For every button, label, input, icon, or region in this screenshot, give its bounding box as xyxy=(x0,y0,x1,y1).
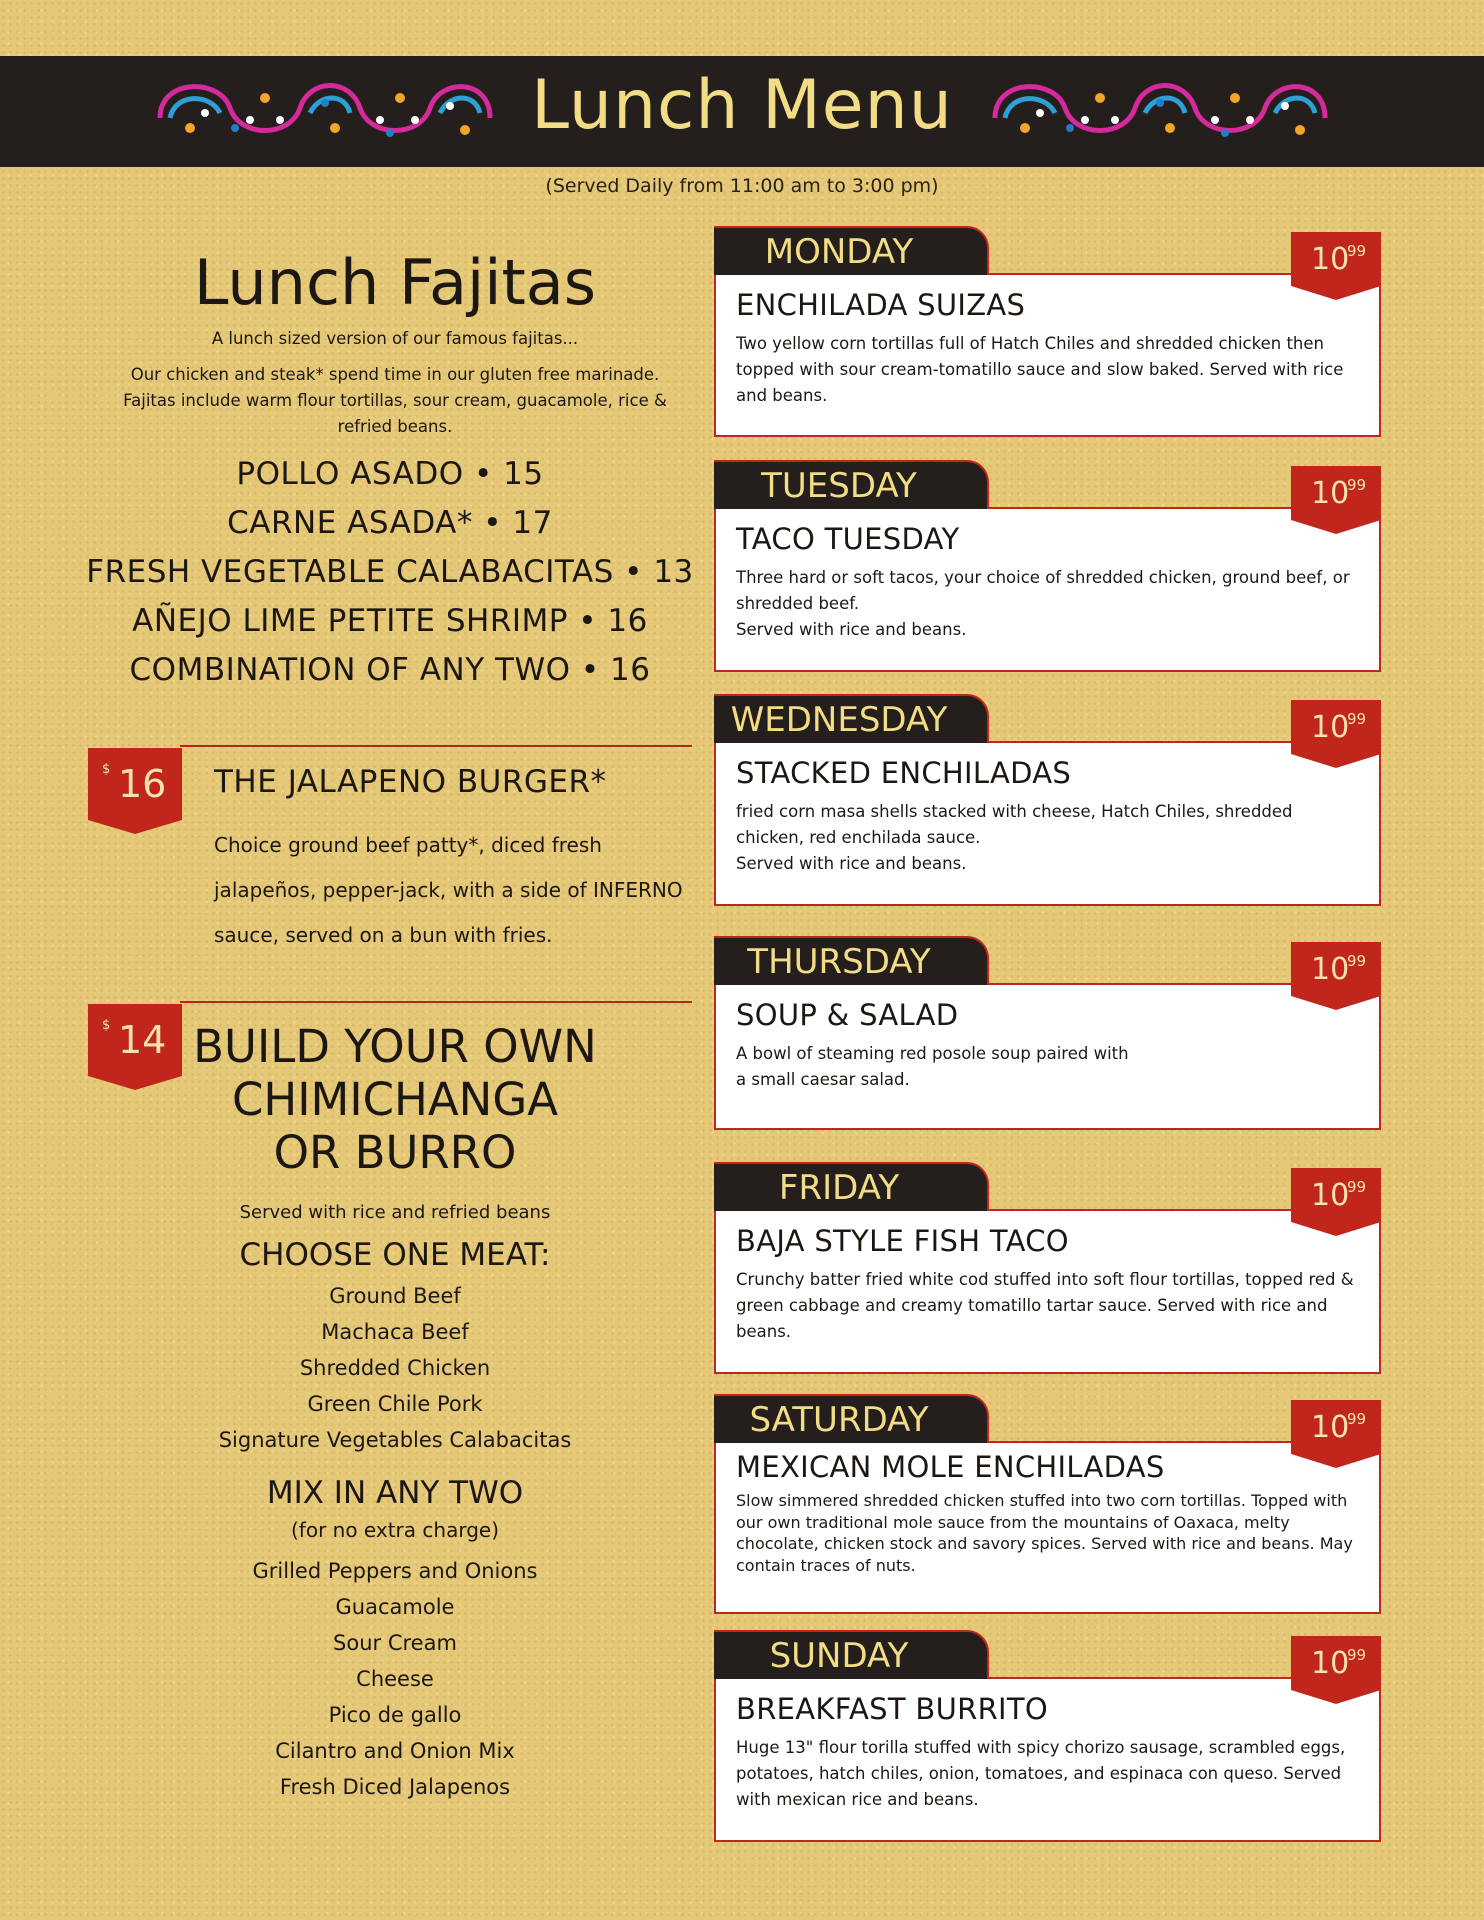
price-cents: 99 xyxy=(1347,242,1367,260)
mixin-option: Grilled Peppers and Onions xyxy=(252,1559,538,1583)
dish-name: BREAKFAST BURRITO xyxy=(736,1692,1049,1726)
meat-option: Signature Vegetables Calabacitas xyxy=(218,1428,572,1452)
price-cents: 99 xyxy=(1347,710,1367,728)
fajitas-list xyxy=(80,450,700,695)
dish-desc-line: fried corn masa shells stacked with cheese, Hatch Chiles, shredded chicken, red enchilada sauce. xyxy=(736,802,1293,847)
day-label: WEDNESDAY xyxy=(730,700,948,740)
section-divider xyxy=(180,745,692,747)
dish-description: Two yellow corn tortillas full of Hatch Chiles and shredded chicken then topped with sour cream-tomatillo sauce and slow baked. Served with rice and beans. xyxy=(736,334,1344,405)
mixin-option: Guacamole xyxy=(335,1595,455,1619)
page-title: Lunch Menu xyxy=(531,66,953,145)
dish-desc-line: Served with rice and beans. xyxy=(736,854,967,873)
build-price: 14 xyxy=(118,1018,167,1062)
mixin-option: Cilantro and Onion Mix xyxy=(275,1739,515,1763)
price-cents: 99 xyxy=(1347,1410,1367,1428)
price-cents: 99 xyxy=(1347,1178,1367,1196)
price-cents: 99 xyxy=(1347,952,1367,970)
day-tab xyxy=(714,1394,989,1443)
day-label: FRIDAY xyxy=(778,1168,900,1208)
fajitas-item: FRESH VEGETABLE CALABACITAS • 13 xyxy=(86,554,694,590)
mix-note: (for no extra charge) xyxy=(291,1518,499,1542)
price-dollars: 10 xyxy=(1311,476,1350,511)
dish-name: SOUP & SALAD xyxy=(736,998,959,1032)
price-dollars: 10 xyxy=(1311,710,1350,745)
dish-desc-line: Three hard or soft tacos, your choice of shredded chicken, ground beef, or shredded beef. xyxy=(736,568,1350,613)
build-title-line: BUILD YOUR OWN xyxy=(193,1020,597,1073)
burger-price: 16 xyxy=(118,762,167,806)
day-card-thursday xyxy=(714,936,1384,1130)
day-card-sunday xyxy=(714,1630,1384,1842)
price-tag xyxy=(1291,1400,1381,1454)
day-card-wednesday xyxy=(714,694,1384,906)
mixin-option: Cheese xyxy=(356,1667,434,1691)
price-tag xyxy=(1291,942,1381,996)
meat-heading: CHOOSE ONE MEAT: xyxy=(239,1237,551,1273)
fajitas-desc-line2: Our chicken and steak* spend time in our gluten free marinade. Fajitas include warm flour tortillas, sour cream, guacamole, rice & refried beans. xyxy=(123,365,667,436)
fajitas-item: CARNE ASADA* • 17 xyxy=(227,505,553,541)
day-label: MONDAY xyxy=(764,232,914,272)
day-tab xyxy=(714,1162,989,1211)
day-tab xyxy=(714,1630,989,1679)
price-dollars: 10 xyxy=(1311,1178,1350,1213)
mixin-option: Pico de gallo xyxy=(328,1703,462,1727)
fajitas-item: AÑEJO LIME PETITE SHRIMP • 16 xyxy=(132,603,648,639)
day-card-friday xyxy=(714,1162,1384,1374)
day-tab xyxy=(714,936,989,985)
dish-desc-line: a small caesar salad. xyxy=(736,1070,910,1089)
section-divider xyxy=(180,1001,692,1003)
dollar-sign: $ xyxy=(102,762,111,777)
price-tag xyxy=(1291,232,1381,286)
fajitas-title: Lunch Fajitas xyxy=(193,246,597,319)
dish-description xyxy=(736,565,1356,643)
burger-price-tag xyxy=(88,748,182,820)
day-label: TUESDAY xyxy=(761,466,917,506)
mix-heading: MIX IN ANY TWO xyxy=(266,1475,524,1511)
day-card-monday xyxy=(714,226,1384,438)
dish-description: Huge 13" flour torilla stuffed with spicy chorizo sausage, scrambled eggs, potatoes, hatch chiles, onion, tomatoes, and espinaca con queso. Served with mexican rice and beans. xyxy=(736,1738,1346,1809)
burger-title: THE JALAPENO BURGER* xyxy=(214,764,607,800)
dish-description: Crunchy batter fried white cod stuffed into soft flour tortillas, topped red & green cabbage and creamy tomatillo tartar sauce. Served with rice and beans. xyxy=(736,1270,1354,1341)
price-tag xyxy=(1291,700,1381,754)
build-title xyxy=(150,1020,640,1179)
meat-list xyxy=(150,1278,640,1458)
fajitas-item: POLLO ASADO • 15 xyxy=(236,456,544,492)
dish-description xyxy=(736,799,1356,877)
dish-desc-line: Served with rice and beans. xyxy=(736,620,967,639)
price-tag xyxy=(1291,466,1381,520)
dish-name: BAJA STYLE FISH TACO xyxy=(736,1224,1069,1258)
dish-name: STACKED ENCHILADAS xyxy=(736,756,1072,790)
day-label: THURSDAY xyxy=(747,942,931,982)
fajitas-desc-line1: A lunch sized version of our famous fajitas... xyxy=(211,329,579,348)
day-label: SATURDAY xyxy=(749,1400,929,1440)
price-dollars: 10 xyxy=(1311,242,1350,277)
dish-description xyxy=(736,1041,1356,1093)
day-tab xyxy=(714,694,989,743)
build-title-line: OR BURRO xyxy=(273,1126,517,1179)
price-tag xyxy=(1291,1168,1381,1222)
mixin-option: Fresh Diced Jalapenos xyxy=(279,1775,511,1799)
fajitas-description xyxy=(110,326,680,440)
burger-description: Choice ground beef patty*, diced fresh jalapeños, pepper-jack, with a side of INFERNO sauce, served on a bun with fries. xyxy=(214,833,683,947)
dish-description: Slow simmered shredded chicken stuffed into two corn tortillas. Topped with our own traditional mole sauce from the mountains of Oaxaca, melty chocolate, chicken stock and savory spices. Served with rice and beans. May contain traces of nuts. xyxy=(736,1491,1353,1575)
build-title-line: CHIMICHANGA xyxy=(232,1073,558,1126)
price-dollars: 10 xyxy=(1311,1410,1350,1445)
price-dollars: 10 xyxy=(1311,1646,1350,1681)
build-subtitle: Served with rice and refried beans xyxy=(239,1202,551,1223)
meat-option: Machaca Beef xyxy=(321,1320,469,1344)
price-cents: 99 xyxy=(1347,1646,1367,1664)
day-label: SUNDAY xyxy=(769,1636,909,1676)
price-dollars: 10 xyxy=(1311,952,1350,987)
day-card-saturday xyxy=(714,1394,1384,1614)
dish-name: MEXICAN MOLE ENCHILADAS xyxy=(736,1450,1165,1484)
day-tab xyxy=(714,226,989,275)
served-hours-note: (Served Daily from 11:00 am to 3:00 pm) xyxy=(545,175,939,197)
dish-desc-line: A bowl of steaming red posole soup paired with xyxy=(736,1044,1129,1063)
mixin-list xyxy=(150,1553,640,1805)
dollar-sign: $ xyxy=(102,1018,111,1033)
price-tag xyxy=(1291,1636,1381,1690)
day-tab xyxy=(714,460,989,509)
meat-option: Shredded Chicken xyxy=(299,1356,491,1380)
dish-name: ENCHILADA SUIZAS xyxy=(736,288,1026,322)
price-cents: 99 xyxy=(1347,476,1367,494)
fajitas-item: COMBINATION OF ANY TWO • 16 xyxy=(129,652,651,688)
dish-name: TACO TUESDAY xyxy=(736,522,960,556)
meat-option: Ground Beef xyxy=(329,1284,461,1308)
meat-option: Green Chile Pork xyxy=(307,1392,483,1416)
mixin-option: Sour Cream xyxy=(333,1631,457,1655)
day-card-tuesday xyxy=(714,460,1384,672)
